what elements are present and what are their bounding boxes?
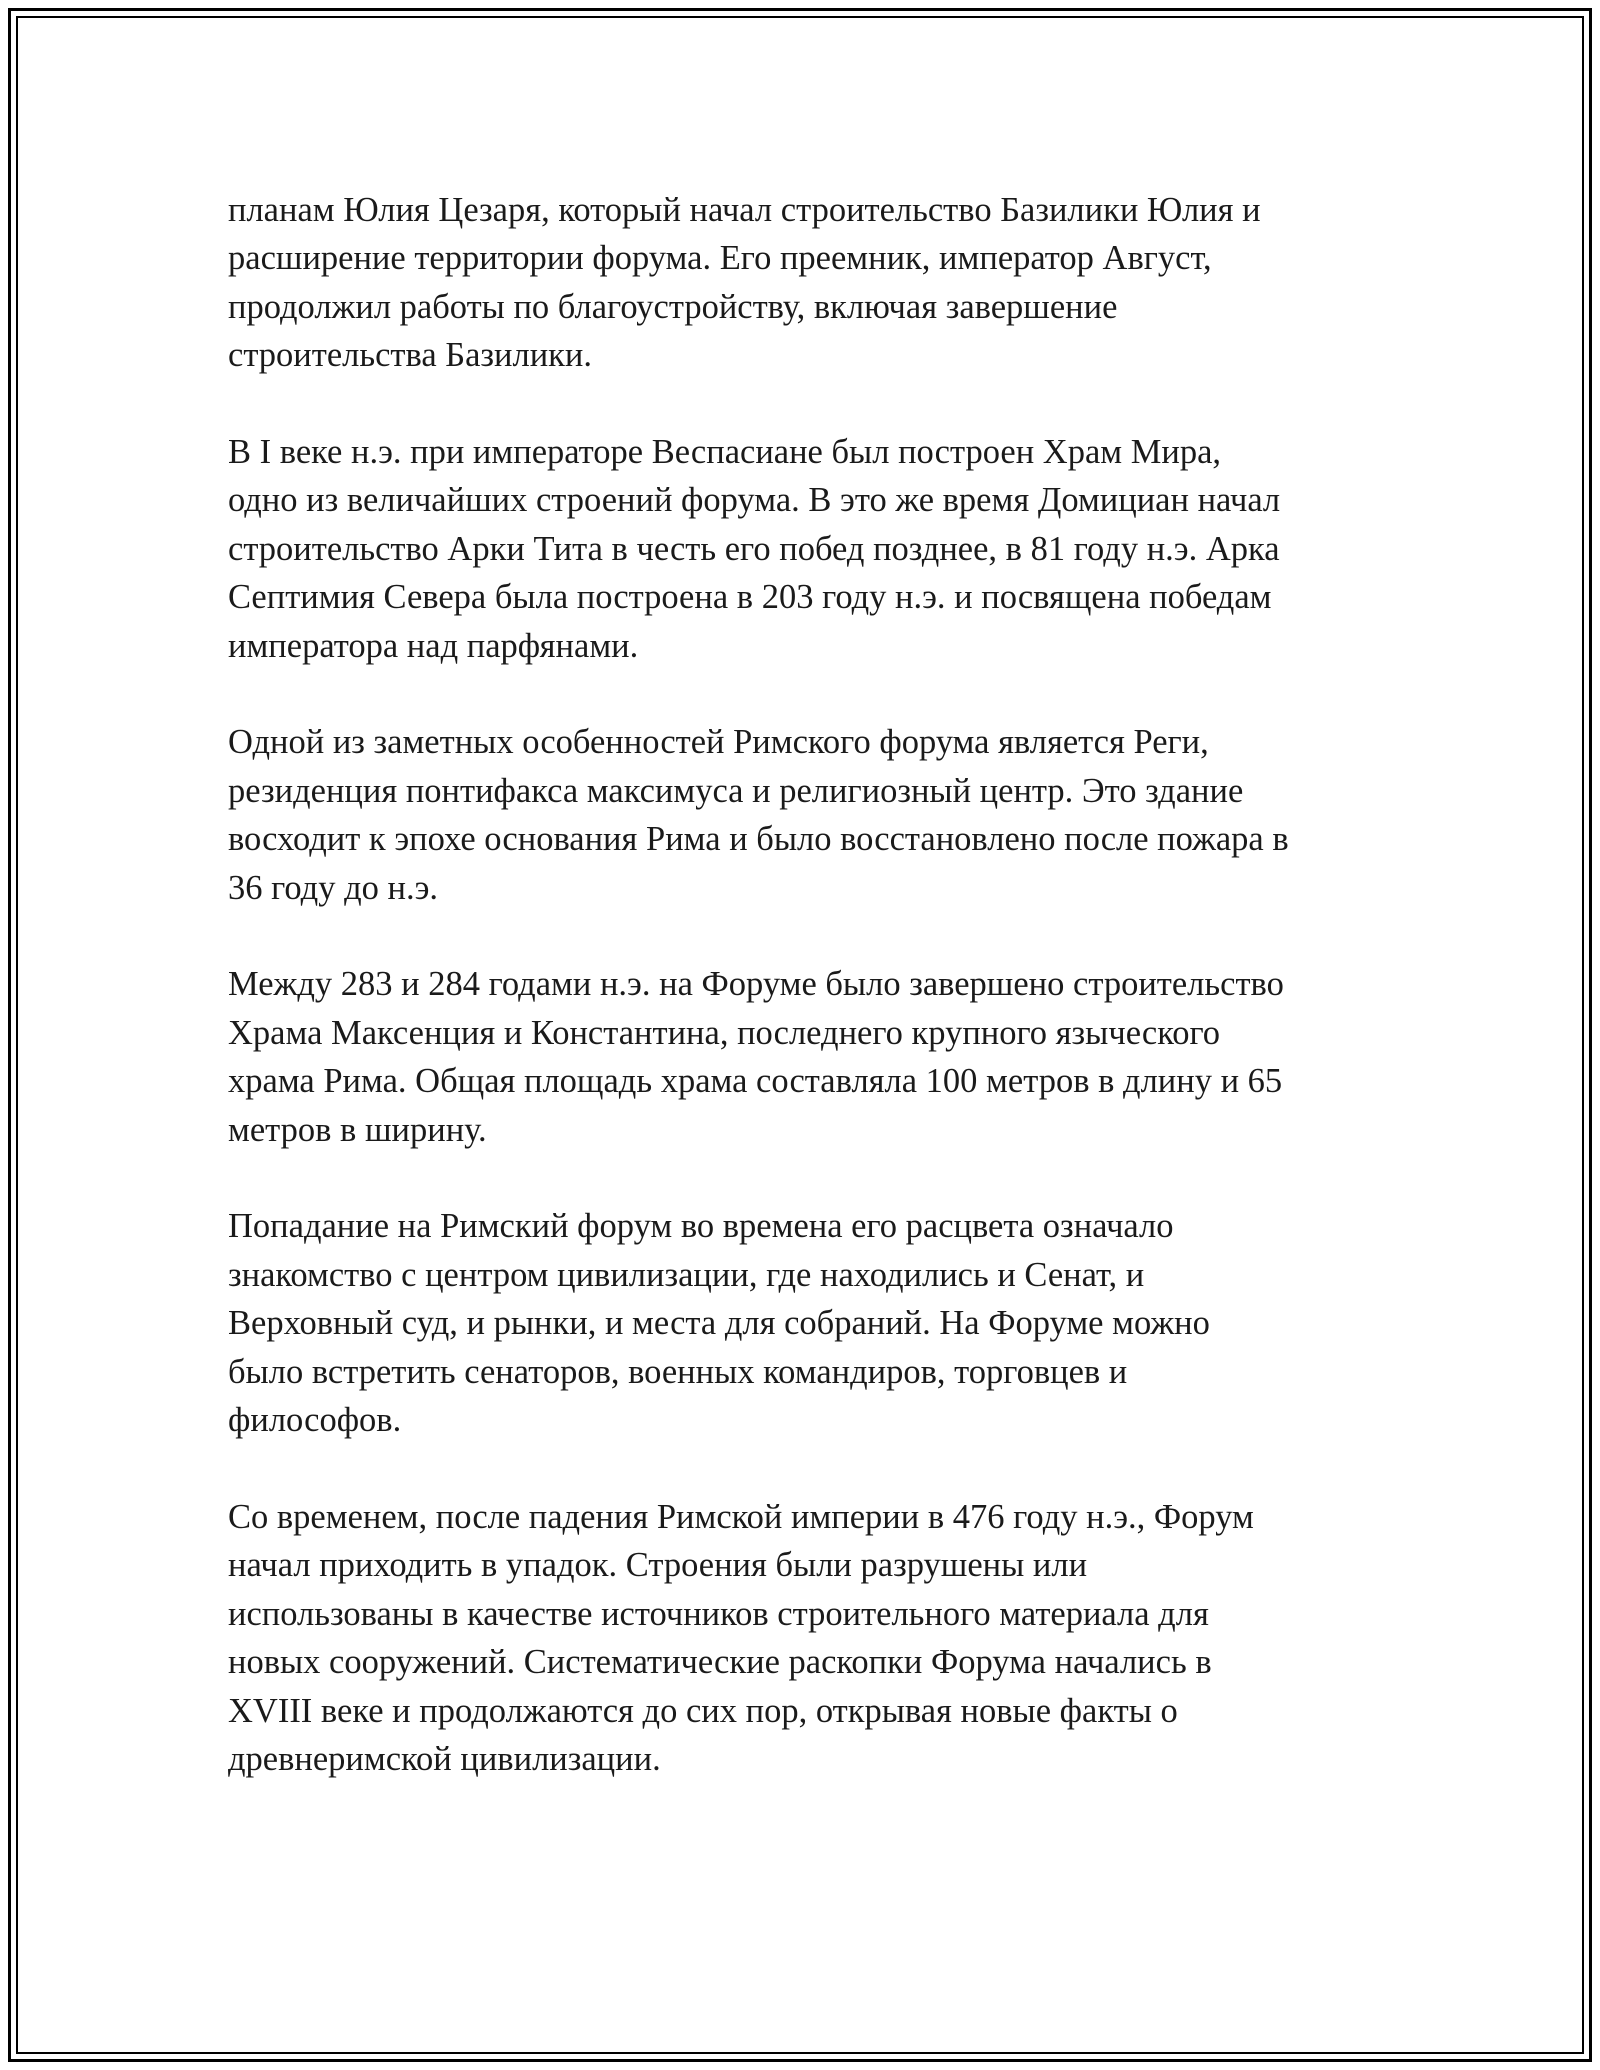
text-line: древнеримской цивилизации.	[228, 1739, 661, 1778]
text-line: Со временем, после падения Римской империи в 476 году н.э., Форум	[228, 1497, 1254, 1536]
text-line: резиденция понтифакса максимуса и религиозный центр. Это здание	[228, 771, 1244, 810]
paragraph-maxentius-temple	[228, 960, 1396, 1154]
text-line: планам Юлия Цезаря, который начал строительство Базилики Юлия и	[228, 191, 1261, 229]
paragraph-regia	[228, 718, 1396, 912]
document-body	[228, 186, 1396, 1832]
text-line: новых сооружений. Систематические раскопки Форума начались в	[228, 1643, 1212, 1682]
text-line: храма Рима. Общая площадь храма составляла 100 метров в длину и 65	[228, 1062, 1283, 1101]
text-line: расширение территории форума. Его преемник, император Август,	[228, 239, 1212, 278]
text-line: начал приходить в упадок. Строения были разрушены или	[228, 1546, 1088, 1585]
paragraph-forum-heyday	[228, 1202, 1396, 1444]
paragraph-julius-caesar	[228, 186, 1396, 380]
text-line: Верховный суд, и рынки, и места для собраний. На Форуме можно	[228, 1304, 1210, 1343]
text-line: Храма Максенция и Константина, последнего крупного языческого	[228, 1013, 1220, 1052]
text-line: восходит к эпохе основания Рима и было восстановлено после пожара в	[228, 820, 1289, 859]
text-line: Одной из заметных особенностей Римского форума является Реги,	[228, 723, 1209, 762]
text-line: философов.	[228, 1401, 402, 1440]
text-line: Попадание на Римский форум во времена его расцвета означало	[228, 1207, 1174, 1246]
text-line: строительства Базилики.	[228, 336, 593, 375]
text-line: Септимия Севера была построена в 203 году н.э. и посвящена победам	[228, 578, 1272, 617]
text-line: было встретить сенаторов, военных командиров, торговцев и	[228, 1352, 1128, 1391]
paragraph-first-century	[228, 428, 1396, 670]
text-line: использованы в качестве источников строительного материала для	[228, 1594, 1209, 1633]
text-line: одно из величайших строений форума. В это же время Домициан начал	[228, 481, 1281, 520]
text-line: метров в ширину.	[228, 1110, 487, 1149]
text-line: В I веке н.э. при императоре Веспасиане был построен Храм Мира,	[228, 433, 1222, 472]
text-line: императора над парфянами.	[228, 626, 639, 665]
text-line: продолжил работы по благоустройству, включая завершение	[228, 287, 1118, 326]
text-line: 36 году до н.э.	[228, 868, 439, 907]
text-line: Между 283 и 284 годами н.э. на Форуме было завершено строительство	[228, 965, 1284, 1004]
text-line: строительство Арки Тита в честь его побед позднее, в 81 году н.э. Арка	[228, 529, 1280, 568]
paragraph-decline-excavations	[228, 1493, 1396, 1783]
text-line: XVIII веке и продолжаются до сих пор, открывая новые факты о	[228, 1691, 1178, 1730]
text-line: знакомство с центром цивилизации, где находились и Сенат, и	[228, 1255, 1145, 1294]
